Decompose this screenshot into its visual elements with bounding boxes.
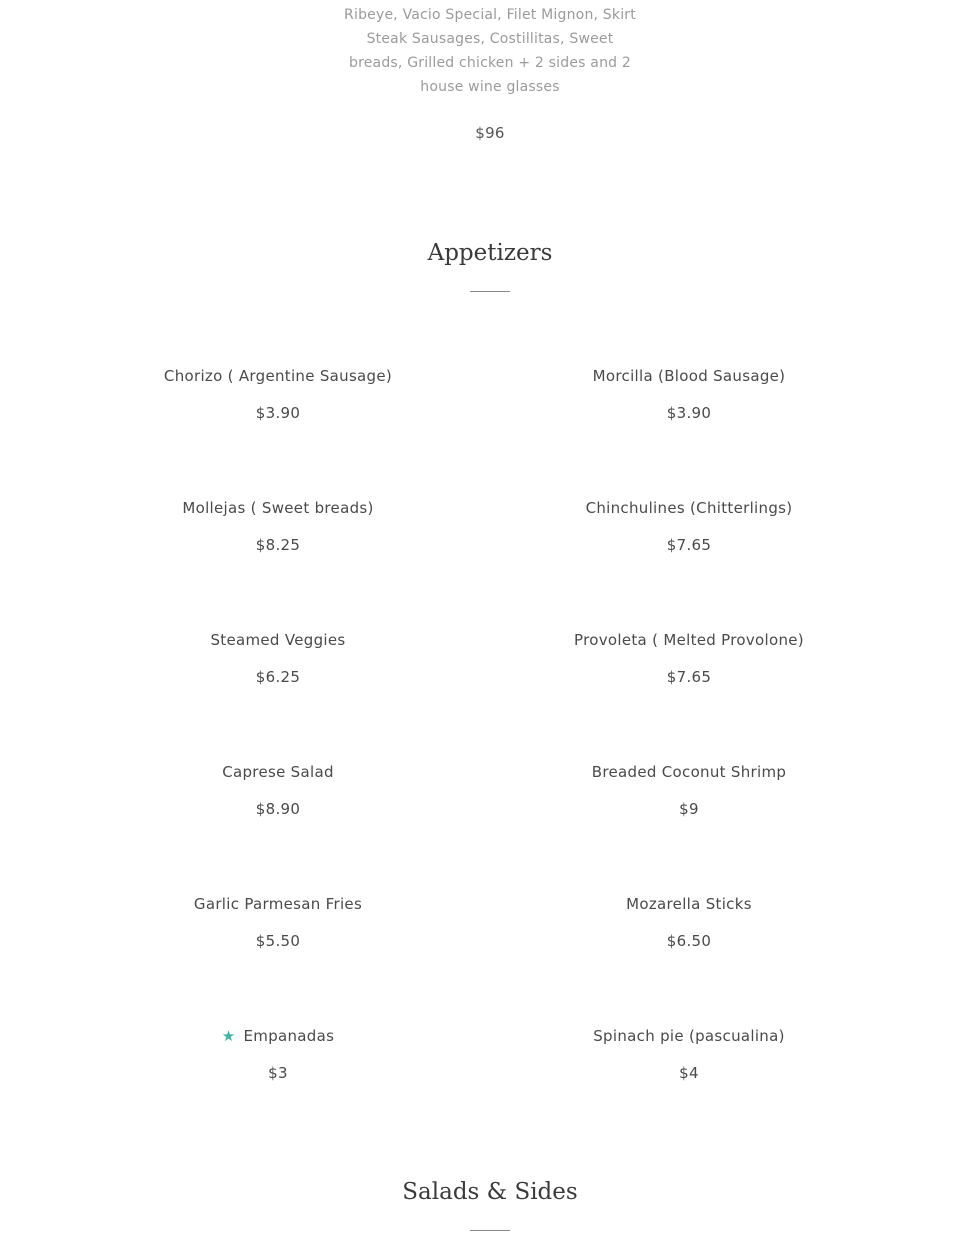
menu-item-price: $4 bbox=[679, 1064, 699, 1082]
menu-item-price: $7.65 bbox=[666, 536, 712, 554]
section-title-salads-sides: Salads & Sides bbox=[402, 1179, 578, 1205]
menu-item-name: Caprese Salad bbox=[222, 763, 334, 781]
menu-item-price: $8.25 bbox=[255, 536, 301, 554]
star-icon: ★ bbox=[221, 1027, 236, 1045]
menu-item-name: Provoleta ( Melted Provolone) bbox=[574, 631, 804, 649]
menu-item-name: Steamed Veggies bbox=[210, 631, 346, 649]
menu-item-name: Breaded Coconut Shrimp bbox=[591, 763, 787, 781]
menu-item-name: Morcilla (Blood Sausage) bbox=[592, 367, 786, 385]
section-divider bbox=[470, 1230, 510, 1231]
menu-item-name: Mozarella Sticks bbox=[626, 895, 752, 913]
menu-item-name-row bbox=[88, 1027, 468, 1045]
menu-item-price: $3 bbox=[268, 1064, 288, 1082]
menu-item-name: Garlic Parmesan Fries bbox=[193, 895, 363, 913]
section-title-appetizers: Appetizers bbox=[427, 240, 553, 266]
menu-item-name: Empanadas bbox=[243, 1027, 335, 1045]
menu-item-price: $7.65 bbox=[666, 668, 712, 686]
menu-item-price: $96 bbox=[475, 124, 505, 142]
menu-item-price: $9 bbox=[679, 800, 699, 818]
menu-item-name: Mollejas ( Sweet breads) bbox=[182, 499, 374, 517]
menu-item-price: $6.25 bbox=[255, 668, 301, 686]
menu-item-name: Chinchulines (Chitterlings) bbox=[585, 499, 793, 517]
menu-item-description: Ribeye, Vacio Special, Filet Mignon, Skirt Steak Sausages, Costillitas, Sweet breads, Grilled chicken + 2 sides and 2 house wine glasses bbox=[344, 7, 636, 95]
menu-item-price: $6.50 bbox=[666, 932, 712, 950]
menu-item-price: $3.90 bbox=[666, 404, 712, 422]
menu-item-price: $3.90 bbox=[255, 404, 301, 422]
menu-item-price: $5.50 bbox=[255, 932, 301, 950]
menu-item-name: Spinach pie (pascualina) bbox=[593, 1027, 785, 1045]
menu-item-price: $8.90 bbox=[255, 800, 301, 818]
section-divider bbox=[470, 291, 510, 292]
menu-item-name: Chorizo ( Argentine Sausage) bbox=[163, 367, 393, 385]
